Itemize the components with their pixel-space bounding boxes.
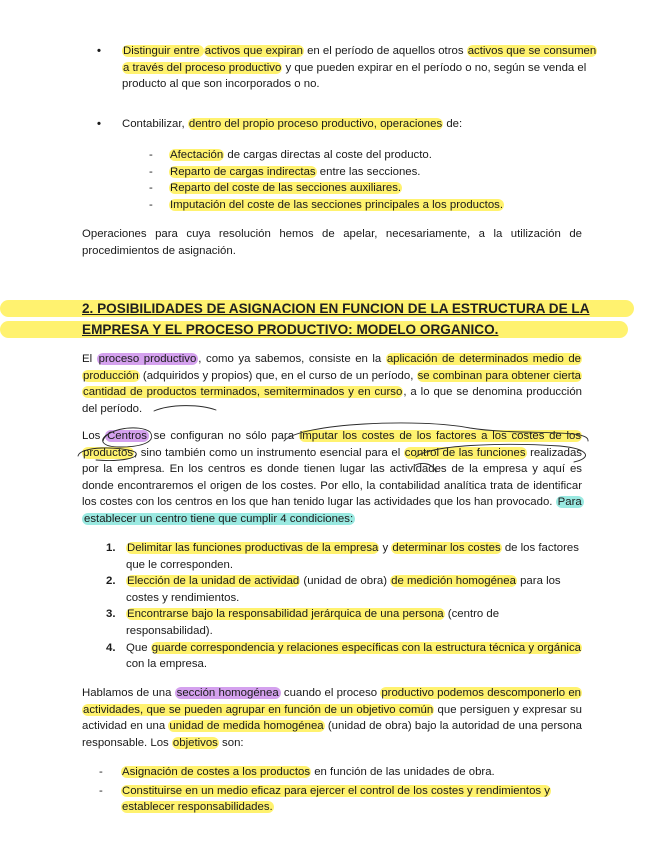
highlight-yellow: de medición homogénea [391,575,516,588]
text-segment: en función de las unidades de obra. [311,766,495,778]
highlight-purple: Centros [107,430,147,442]
section-heading: 2. POSIBILIDADES DE ASIGNACION EN FUNCION DE LA ESTRUCTURA DE LA EMPRESA Y EL PROCESO PRODUCTIVO: MODELO ORGANICO. [82,301,590,337]
highlight-yellow: control de las funciones [404,446,526,459]
highlight-yellow: Elección de la unidad de actividad [127,575,300,588]
text-segment: entre las secciones. [316,165,421,178]
objective-item: - Asignación de costes a los productos en función de las unidades de obra. [99,766,495,778]
text-segment: se configuran no sólo para [148,430,299,442]
highlight-yellow: Constituirse en un medio eficaz para ejercer el control de los costes y rendimientos y establecer responsabilidades. [122,784,550,814]
highlight-yellow: Imputación del coste de las secciones principales a los productos. [170,198,504,211]
text-segment: , sino también como un instrumento esencial para el [134,446,404,459]
text-segment: , a lo que se denomina producción del período. [82,386,582,415]
text-segment: de los factores que le corresponden. [126,542,579,571]
text-segment: Contabilizar, [122,118,188,130]
text-segment: son: [218,736,244,749]
highlight-yellow: guarde correspondencia y relaciones específicas con la estructura técnica y orgánica [151,641,581,654]
bullet-dot: • [97,45,101,57]
text-segment: Que [126,641,151,654]
highlight-purple: proceso productivo [98,353,197,365]
text-segment: (unidad de obra) [300,575,391,588]
highlight-yellow: objetivos [172,736,218,749]
highlight-yellow: Reparto de cargas indirectas [170,165,316,178]
highlight-yellow: Reparto del coste de las secciones auxiliares. [170,182,402,195]
highlight-yellow: aplicación de determinados medio de producción [83,353,581,382]
text-segment: , como ya sabemos, consiste en la [198,353,386,365]
paragraph-centros [82,428,582,528]
bullet-text-2 [122,116,597,133]
bullet-dot: • [97,118,101,130]
sub-list-operaciones [149,147,579,213]
text-segment: de: [443,118,463,130]
condition-item: 1. Delimitar las funciones productivas de la empresa y determinar los costes de los factores que le corresponden. [106,542,579,571]
text-segment: con la empresa. [126,658,208,671]
text-segment: (unidad de obra) bajo la autoridad de una persona responsable. Los [82,720,582,749]
text-segment: que persiguen y expresar su actividad en una [82,703,583,733]
text-segment: en el período de aquellos otros [303,45,467,57]
text-segment: El [82,353,97,365]
bullet-text-1 [122,43,597,93]
sub-list-item: - Reparto del coste de las secciones auxiliares. [149,182,402,195]
highlight-yellow: imputar los costes de los factores a los costes de los productos [83,430,582,459]
highlight-yellow: activos que expiran [204,45,303,57]
condition-item: 4. Que guarde correspondencia y relaciones específicas con la estructura técnica y orgánica con la empresa. [106,641,581,671]
objective-item: - Constituirse en un medio eficaz para ejercer el control de los costes y rendimientos y establecer responsabilidades. [99,784,550,814]
text-segment: (adquiridos y propios) que, en el curso de un período, [139,369,417,382]
highlight-yellow: Distinguir entre [123,45,203,57]
text-segment: cuando el proceso [280,687,381,699]
conditions-list [106,540,586,673]
bullet-item-1 [97,43,597,93]
text-segment: Los [82,430,106,442]
text-segment: y que pueden expirar en el período o no, según se venda el producto al que son incorporados o no. [122,61,587,91]
condition-item: 3. Encontrarse bajo la responsabilidad jerárquica de una persona (centro de responsabilidad). [106,608,500,637]
bullet-item-2 [97,116,597,133]
text-segment: (centro de responsabilidad). [126,608,500,637]
sub-list-item: - Imputación del coste de las secciones principales a los productos. [149,198,504,211]
highlight-yellow: activos que se consumen a través del proceso productivo [123,45,597,74]
text-segment: Hablamos de una [82,687,175,699]
objectives-list [97,764,577,818]
highlight-yellow: dentro del propio proceso productivo, operaciones [188,118,443,130]
condition-item: 2. Elección de la unidad de actividad (unidad de obra) de medición homogénea para los costes y rendimientos. [106,575,561,604]
text-segment: realizadas por la empresa. En los centros es donde tienen lugar las actividades de la empresa y aquí es donde encontraremos el origen de los costes. Por ello, la contabilidad analítica trata de identificar los costes con los centros en los que han tenido lugar las actividades que los han provocado. [82,446,582,509]
text-segment: y [379,542,392,554]
sub-list-item: - Reparto de cargas indirectas entre las secciones. [149,165,421,178]
highlight-yellow: se combinan para obtener cierta cantidad de productos terminados, semiterminados y en curso [83,369,581,399]
highlight-yellow: unidad de medida homogénea [169,720,324,733]
highlight-yellow: Delimitar las funciones productivas de la empresa [127,542,379,554]
paragraph-seccion-homogenea [82,685,582,751]
text-segment: para los costes y rendimientos. [126,575,561,604]
sub-list-item: - Afectación de cargas directas al coste del producto. [149,149,432,161]
highlight-cyan: Para establecer un centro tiene que cumplir 4 condiciones: [84,496,582,525]
highlight-yellow: Encontrarse bajo la responsabilidad jerárquica de una persona [127,608,444,621]
paragraph-operaciones: Operaciones para cuya resolución hemos de apelar, necesariamente, a la utilización de procedimientos de asignación. [82,228,582,257]
highlight-yellow: Asignación de costes a los productos [122,766,311,778]
highlight-yellow: productivo podemos descomponerlo en actividades, que se pueden agrupar en función de un objetivo común [83,687,581,716]
text-segment: de cargas directas al coste del producto. [224,149,432,161]
highlight-yellow: Afectación [170,149,224,161]
highlight-purple: sección homogénea [176,687,279,699]
paragraph-proceso-productivo [82,351,582,417]
highlight-yellow: determinar los costes [392,542,501,554]
